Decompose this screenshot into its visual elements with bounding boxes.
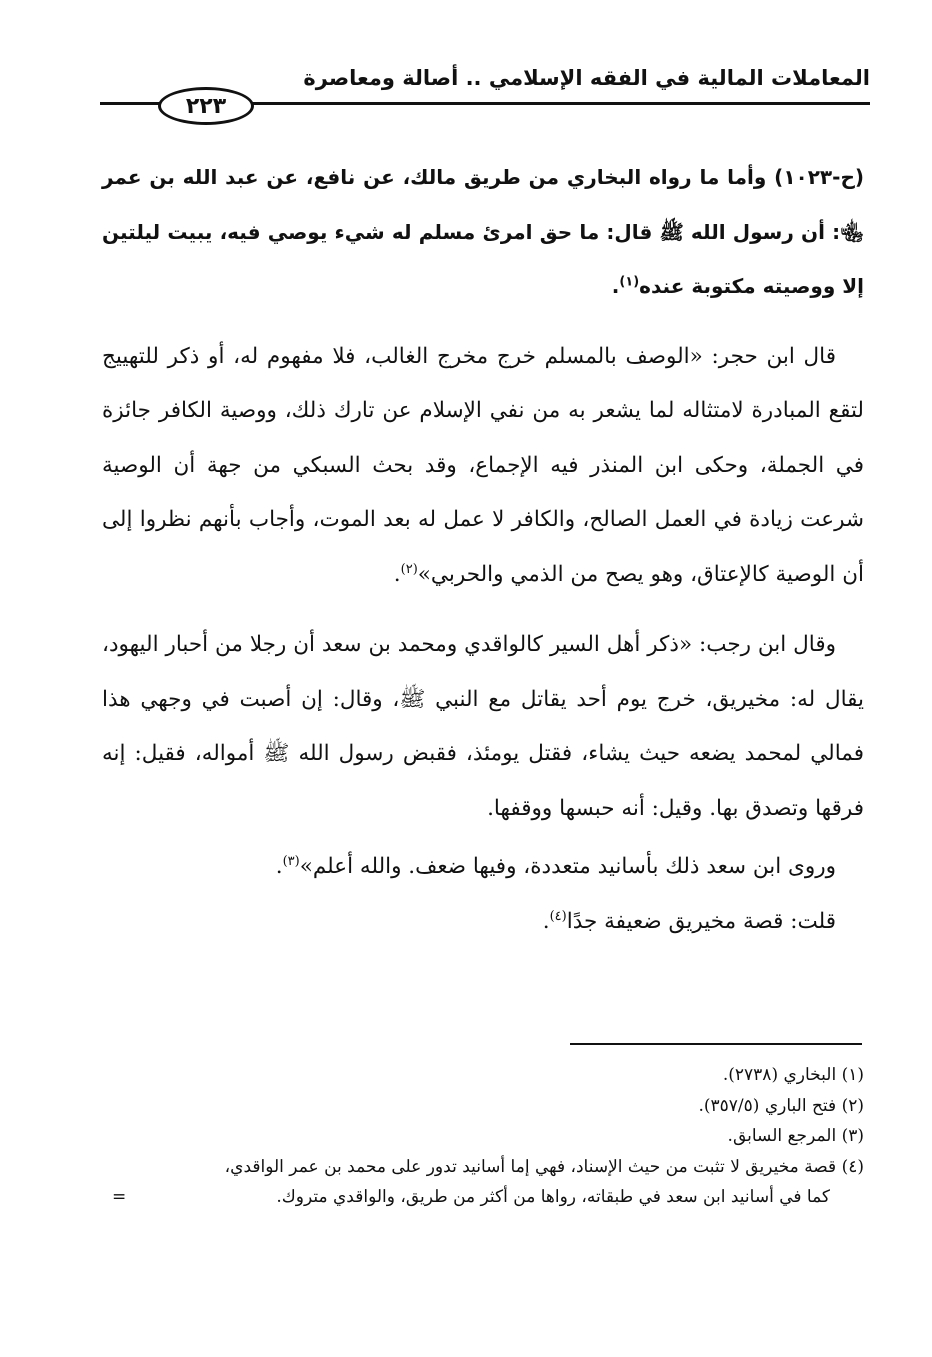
hadith-text: (ح-١٠٢٣) وأما ما رواه البخاري من طريق مالك، عن نافع، عن عبد الله بن عمر ﵄: أن رسول الله ﷺ قال: ما حق امرئ مسلم له شيء يوصي فيه، يبيت ليلتين إلا ووصيته مكتوبة عنده (102, 165, 864, 298)
hadith-end: . (611, 274, 620, 298)
ibn-hajar-end: . (393, 561, 401, 587)
page-number (158, 87, 254, 125)
ibn-rajab-paragraph (102, 618, 864, 836)
ibn-rajab-text: وقال ابن رجب: «ذكر أهل السير كالواقدي ومحمد بن سعد أن رجلا من أحبار اليهود، يقال له: مخيريق، خرج يوم أحد يقاتل مع النبي ﷺ، وقال: إن أصبت في وجهي هذا فمالي لمحمد يضعه حيث يشاء، فقتل يومئذ، فقبض رسول الله ﷺ أمواله، فقيل: إنه فرقها وتصدق بها. وقيل: أنه حبسها ووقفها. (102, 632, 864, 821)
page-number-text: ٢٢٣ (185, 93, 227, 119)
footnote-ref-2: (٢) (400, 561, 418, 577)
ibn-saad-end: . (275, 854, 283, 879)
footnote-4-continued-text: كما في أسانيد ابن سعد في طبقاته، رواها من أكثر من طريق، والواقدي متروك. (276, 1187, 830, 1207)
author-comment-end: . (542, 908, 550, 934)
ibn-hajar-text: قال ابن حجر: «الوصف بالمسلم خرج مخرج الغالب، فلا مفهوم له، أو ذكر للتهييج لتقع المبادرة لامتثاله لما يشعر به من نفي الإسلام عن تارك ذلك، ووصية الكافر جائزة في الجملة، وحكى ابن المنذر فيه الإجماع، وقد بحث السبكي من جهة أن الوصية شرعت زيادة في العمل الصالح، والكافر لا عمل له بعد الموت، وأجاب بأنهم نظروا إلى أن الوصية كالإعتاق، وهو يصح من الذمي والحربي» (102, 343, 864, 587)
continuation-mark: = (112, 1187, 127, 1207)
footnote-1: (١) البخاري (٢٧٣٨). (722, 1065, 864, 1085)
footnote-4: (٤) قصة مخيريق لا تثبت من حيث الإسناد، فهي إما أسانيد تدور على محمد بن عمر الواقدي، (224, 1156, 864, 1177)
footnote-ref-3: (٣) (282, 853, 300, 869)
footnote-4-continued (100, 1182, 864, 1213)
ibn-hajar-paragraph (102, 330, 864, 603)
footnote-2: (٢) فتح الباري (٣٥٧/٥). (698, 1095, 864, 1116)
running-header-title: المعاملات المالية في الفقه الإسلامي .. أصالة ومعاصرة (303, 66, 870, 90)
footnote-ref-1: (١) (619, 274, 640, 290)
author-comment-text: قلت: قصة مخيريق ضعيفة جدًا (566, 908, 836, 934)
footnote-ref-4: (٤) (549, 908, 567, 924)
ibn-saad-text: وروى ابن سعد ذلك بأسانيد متعددة، وفيها ضعف. والله أعلم» (299, 854, 836, 879)
footnotes (100, 1060, 864, 1213)
footnote-separator (570, 1043, 862, 1045)
footnote-3: (٣) المرجع السابق. (727, 1126, 864, 1146)
hadith-paragraph (102, 150, 864, 314)
author-comment-paragraph (102, 895, 864, 950)
ibn-saad-paragraph (102, 840, 864, 895)
main-text (102, 150, 864, 949)
